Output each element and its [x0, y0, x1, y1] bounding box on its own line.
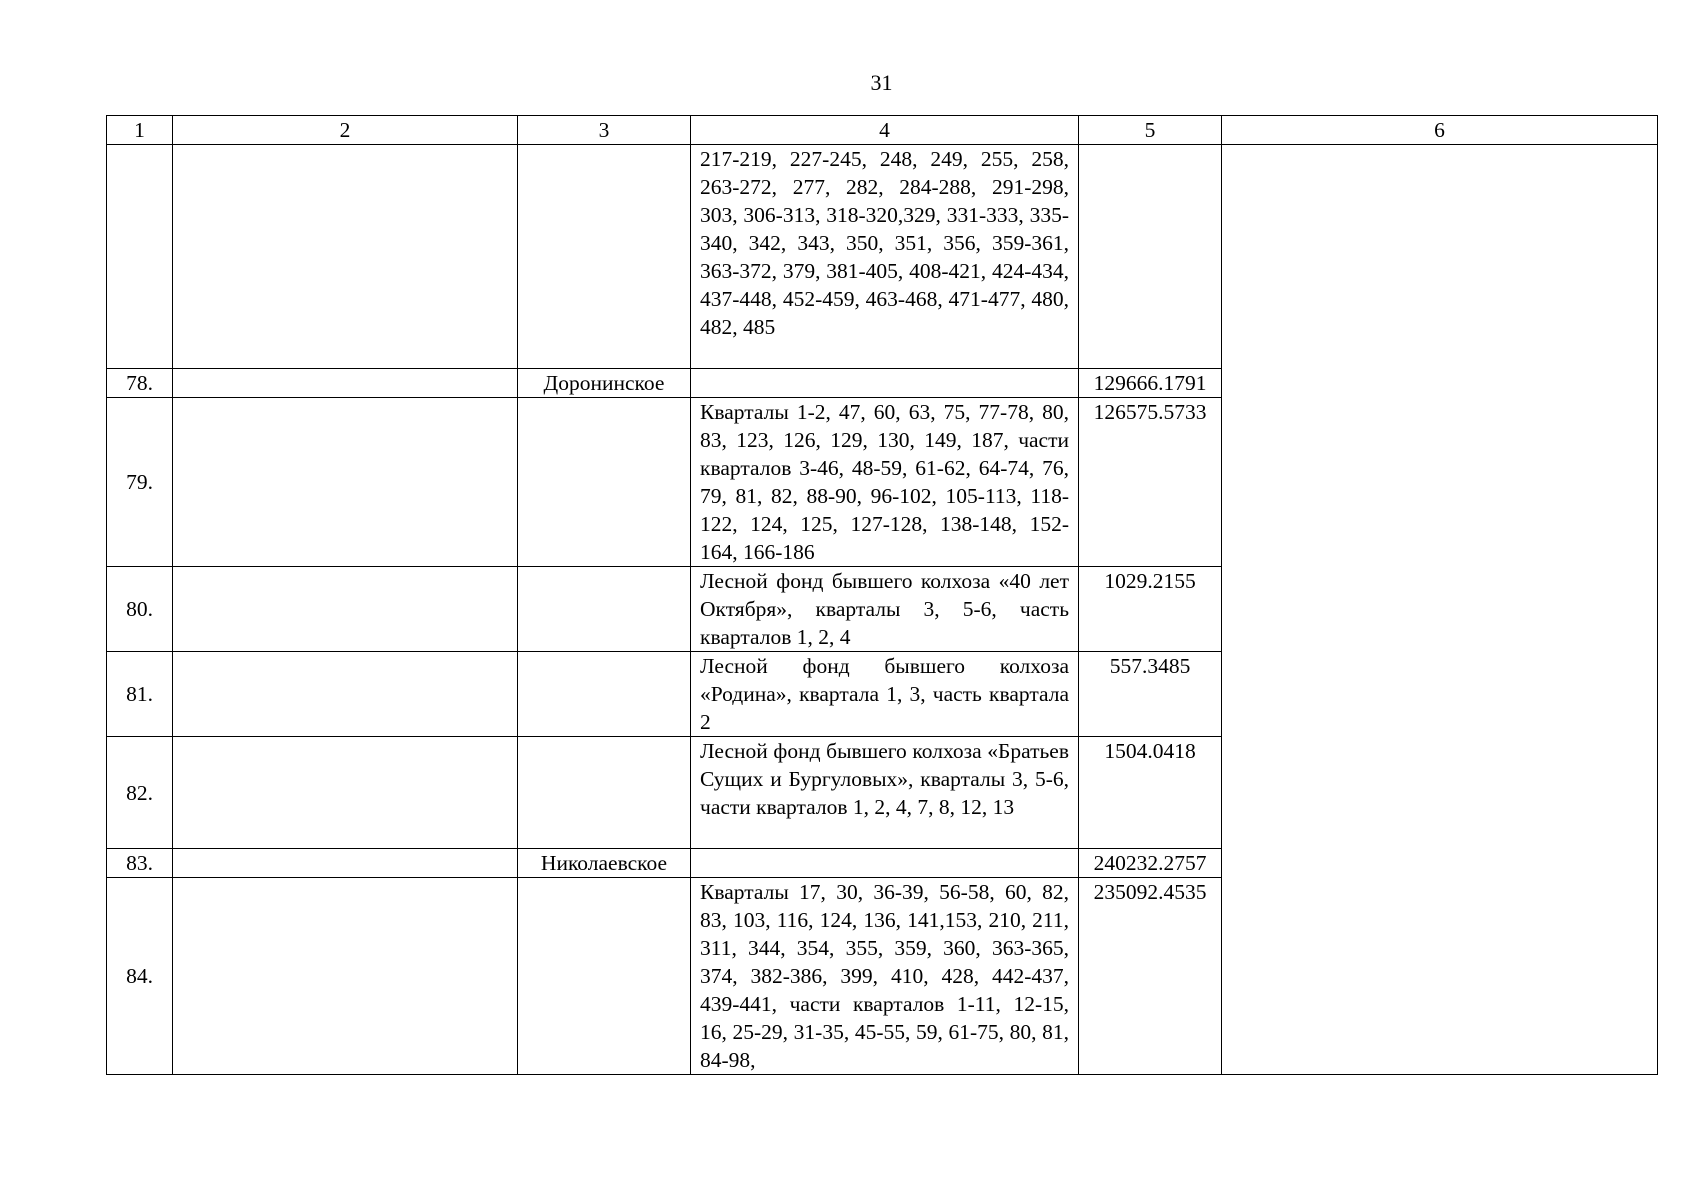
district-forestry-cell: Доронинское — [518, 369, 691, 398]
column-header: 3 — [518, 116, 691, 145]
column-header: 2 — [173, 116, 518, 145]
column-header: 5 — [1079, 116, 1222, 145]
area-cell: 1504.0418 — [1079, 737, 1222, 849]
district-forestry-cell — [518, 398, 691, 567]
row-number: 84. — [107, 878, 173, 1075]
area-cell: 126575.5733 — [1079, 398, 1222, 567]
district-forestry-cell: Николаевское — [518, 849, 691, 878]
forestry-cell — [173, 849, 518, 878]
area-cell — [1079, 145, 1222, 369]
column-header: 4 — [691, 116, 1079, 145]
forestry-cell — [173, 145, 518, 369]
quarters-cell: Лесной фонд бывшего колхоза «40 лет Октября», кварталы 3, 5-6, часть кварталов 1, 2, 4 — [691, 567, 1079, 652]
quarters-cell: 217-219, 227-245, 248, 249, 255, 258, 263-272, 277, 282, 284-288, 291-298, 303, 306-313, 318-320,329, 331-333, 335-340, 342, 343, 350, 351, 356, 359-361, 363-372, 379, 381-405, 408-421, 424-434, 437-448, 452-459, 463-468, 471-477, 480, 482, 485 — [691, 145, 1079, 369]
notes-cell — [1222, 145, 1658, 1075]
area-cell: 235092.4535 — [1079, 878, 1222, 1075]
table-header-row — [107, 116, 1658, 145]
row-number: 80. — [107, 567, 173, 652]
district-forestry-cell — [518, 567, 691, 652]
forestry-cell — [173, 369, 518, 398]
district-forestry-cell — [518, 145, 691, 369]
row-number — [107, 145, 173, 369]
area-cell: 240232.2757 — [1079, 849, 1222, 878]
district-forestry-cell — [518, 878, 691, 1075]
forestry-cell — [173, 567, 518, 652]
district-forestry-cell — [518, 652, 691, 737]
district-forestry-cell — [518, 737, 691, 849]
row-number: 82. — [107, 737, 173, 849]
area-cell: 129666.1791 — [1079, 369, 1222, 398]
quarters-cell: Лесной фонд бывшего колхоза «Братьев Сущих и Бургуловых», кварталы 3, 5-6, части кварталов 1, 2, 4, 7, 8, 12, 13 — [691, 737, 1079, 849]
forestry-cell — [173, 652, 518, 737]
forest-quarters-table — [106, 115, 1658, 1075]
forestry-cell — [173, 737, 518, 849]
quarters-cell — [691, 369, 1079, 398]
forestry-cell — [173, 398, 518, 567]
quarters-cell: Кварталы 17, 30, 36-39, 56-58, 60, 82, 83, 103, 116, 124, 136, 141,153, 210, 211, 311, 344, 354, 355, 359, 360, 363-365, 374, 382-386, 399, 410, 428, 442-437, 439-441, части кварталов 1-11, 12-15, 16, 25-29, 31-35, 45-55, 59, 61-75, 80, 81, 84-98, — [691, 878, 1079, 1075]
row-number: 81. — [107, 652, 173, 737]
quarters-cell: Лесной фонд бывшего колхоза «Родина», квартала 1, 3, часть квартала 2 — [691, 652, 1079, 737]
quarters-cell — [691, 849, 1079, 878]
area-cell: 1029.2155 — [1079, 567, 1222, 652]
column-header: 6 — [1222, 116, 1658, 145]
row-number: 79. — [107, 398, 173, 567]
forestry-cell — [173, 878, 518, 1075]
page-number: 31 — [870, 70, 893, 95]
table-row — [107, 145, 1658, 369]
area-cell: 557.3485 — [1079, 652, 1222, 737]
quarters-cell: Кварталы 1-2, 47, 60, 63, 75, 77-78, 80, 83, 123, 126, 129, 130, 149, 187, части кварталов 3-46, 48-59, 61-62, 64-74, 76, 79, 81, 82, 88-90, 96-102, 105-113, 118-122, 124, 125, 127-128, 138-148, 152-164, 166-186 — [691, 398, 1079, 567]
column-header: 1 — [107, 116, 173, 145]
row-number: 78. — [107, 369, 173, 398]
row-number: 83. — [107, 849, 173, 878]
